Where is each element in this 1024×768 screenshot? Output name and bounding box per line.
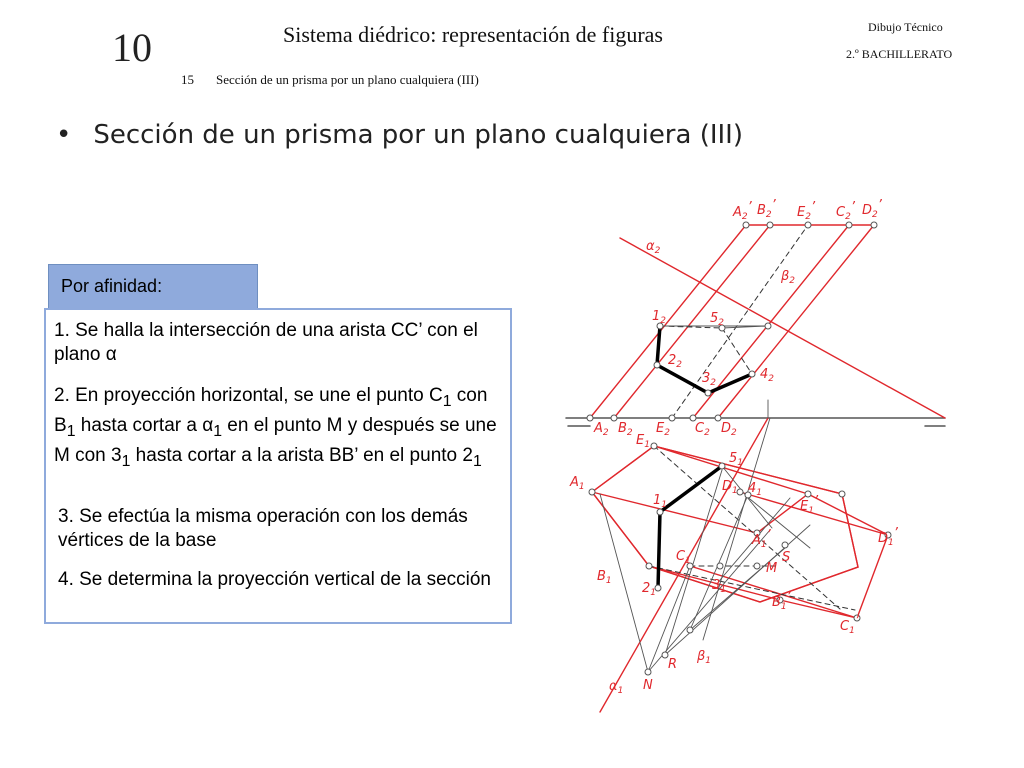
section-point <box>654 362 660 368</box>
label-M: M <box>766 561 778 576</box>
header-title: Sistema diédrico: representación de figuras <box>283 22 663 47</box>
label-3-2: $3_2$ <box>702 371 717 388</box>
label-2-1: $2_1$ <box>642 581 657 598</box>
section-point <box>749 371 755 377</box>
label-beta1: $\beta_1$ <box>697 649 712 666</box>
label-D1p: $D_1$’ <box>878 526 898 548</box>
step-2-text: 2. En proyección horizontal, se une el punto C <box>54 385 443 406</box>
vertex-point <box>846 222 852 228</box>
edge-b2 <box>614 225 770 418</box>
vertex-point <box>743 222 749 228</box>
label-beta2: $\beta_2$ <box>781 269 796 286</box>
label-4-1: $4_1$ <box>748 481 763 498</box>
label-A1: $A_1$ <box>570 475 585 492</box>
label-C1p: $C_1$’ <box>840 614 859 636</box>
step-2-text: en el punto M y después se une M con 3 <box>54 414 497 466</box>
vertex-point <box>839 491 845 497</box>
label-1-2: $1_2$ <box>652 309 667 326</box>
label-B1p: $B_1$’ <box>772 590 791 612</box>
vertex-point <box>669 415 675 421</box>
label-C2p: $C_2$’ <box>836 200 855 222</box>
vertex-point <box>611 415 617 421</box>
step-2-sub: 1 <box>121 452 131 470</box>
chapter-number: 10 <box>112 25 152 70</box>
header-course: 2.º BACHILLERATO <box>846 47 953 61</box>
section-subtitle: Sección de un prisma por un plano cualquiera (III) <box>216 72 479 87</box>
label-D2: $D_2$ <box>721 421 737 438</box>
main-heading-text: Sección de un prisma por un plano cualquiera (III) <box>93 120 743 150</box>
label-B2: $B_2$ <box>618 421 633 438</box>
label-3-1: $3_1$ <box>712 578 727 595</box>
label-2-2: $2_2$ <box>668 353 683 370</box>
step-2-text: hasta cortar a α <box>75 414 214 436</box>
section-point <box>719 463 725 469</box>
vertex-point <box>651 443 657 449</box>
label-1-1: $1_1$ <box>653 493 668 510</box>
label-B2p: $B_2$’ <box>757 198 776 220</box>
point-m <box>754 563 760 569</box>
label-5-2: $5_2$ <box>710 311 725 328</box>
label-E1: $E_1$ <box>636 433 650 450</box>
step-2-sub: 1 <box>213 422 223 440</box>
vertex-point <box>871 222 877 228</box>
label-D2p: $D_2$’ <box>862 198 882 220</box>
vertex-point <box>767 222 773 228</box>
vertex-point <box>737 489 743 495</box>
header-subject: Dibujo Técnico <box>868 20 943 34</box>
label-A1p: $A_1$’ <box>752 528 771 550</box>
step-2-sub: 1 <box>472 452 482 470</box>
edge-a1 <box>592 492 757 533</box>
label-C2: $C_2$ <box>695 421 710 438</box>
point-s <box>782 542 788 548</box>
label-D1: $D_1$ <box>722 479 738 496</box>
step-2-sub: 1 <box>442 392 452 410</box>
label-5-1: $5_1$ <box>729 451 744 468</box>
vertex-point <box>805 222 811 228</box>
step-4: 4. Se determina la proyección vertical de la sección <box>58 569 492 590</box>
method-label: Por afinidad: <box>61 276 163 296</box>
label-E1p: $E_1$’ <box>800 494 819 516</box>
label-N: N <box>643 678 653 693</box>
edge-d2 <box>718 225 874 418</box>
vertex-point <box>587 415 593 421</box>
label-R: R <box>668 657 678 672</box>
step-3: 3. Se efectúa la misma operación con los demás vértices de la base <box>58 506 468 551</box>
section-point <box>717 563 723 569</box>
hidden-line <box>649 566 855 610</box>
label-E2: $E_2$ <box>656 421 670 438</box>
label-E2p: $E_2$’ <box>797 200 816 222</box>
bullet-icon: • <box>56 120 72 150</box>
trace-alpha2 <box>620 238 945 418</box>
section-point <box>705 390 711 396</box>
point-n <box>645 669 651 675</box>
step-2-text: con B <box>54 385 488 436</box>
label-4-2: $4_2$ <box>760 367 775 384</box>
point-beta1 <box>687 627 693 633</box>
construction-line <box>690 495 748 630</box>
vertex-point <box>805 491 811 497</box>
label-alpha1: $\alpha_1$ <box>609 679 624 696</box>
step-2-sub: 1 <box>66 422 76 440</box>
step-2-text: hasta cortar a la arista BB’ en el punto 2 <box>130 444 473 466</box>
step-1: 1. Se halla la intersección de una arista CC’ con el plano α <box>54 320 478 365</box>
label-S: S <box>782 550 791 565</box>
label-C1: $C_1$ <box>676 549 691 566</box>
vertex-point <box>765 323 771 329</box>
label-A2p: $A_2$’ <box>733 200 752 222</box>
section-number: 15 <box>181 72 194 87</box>
vertex-point <box>589 489 595 495</box>
vertex-point <box>646 563 652 569</box>
label-alpha2: $\alpha_2$ <box>646 239 661 256</box>
label-B1: $B_1$ <box>597 569 612 586</box>
label-A2: $A_2$ <box>594 421 609 438</box>
